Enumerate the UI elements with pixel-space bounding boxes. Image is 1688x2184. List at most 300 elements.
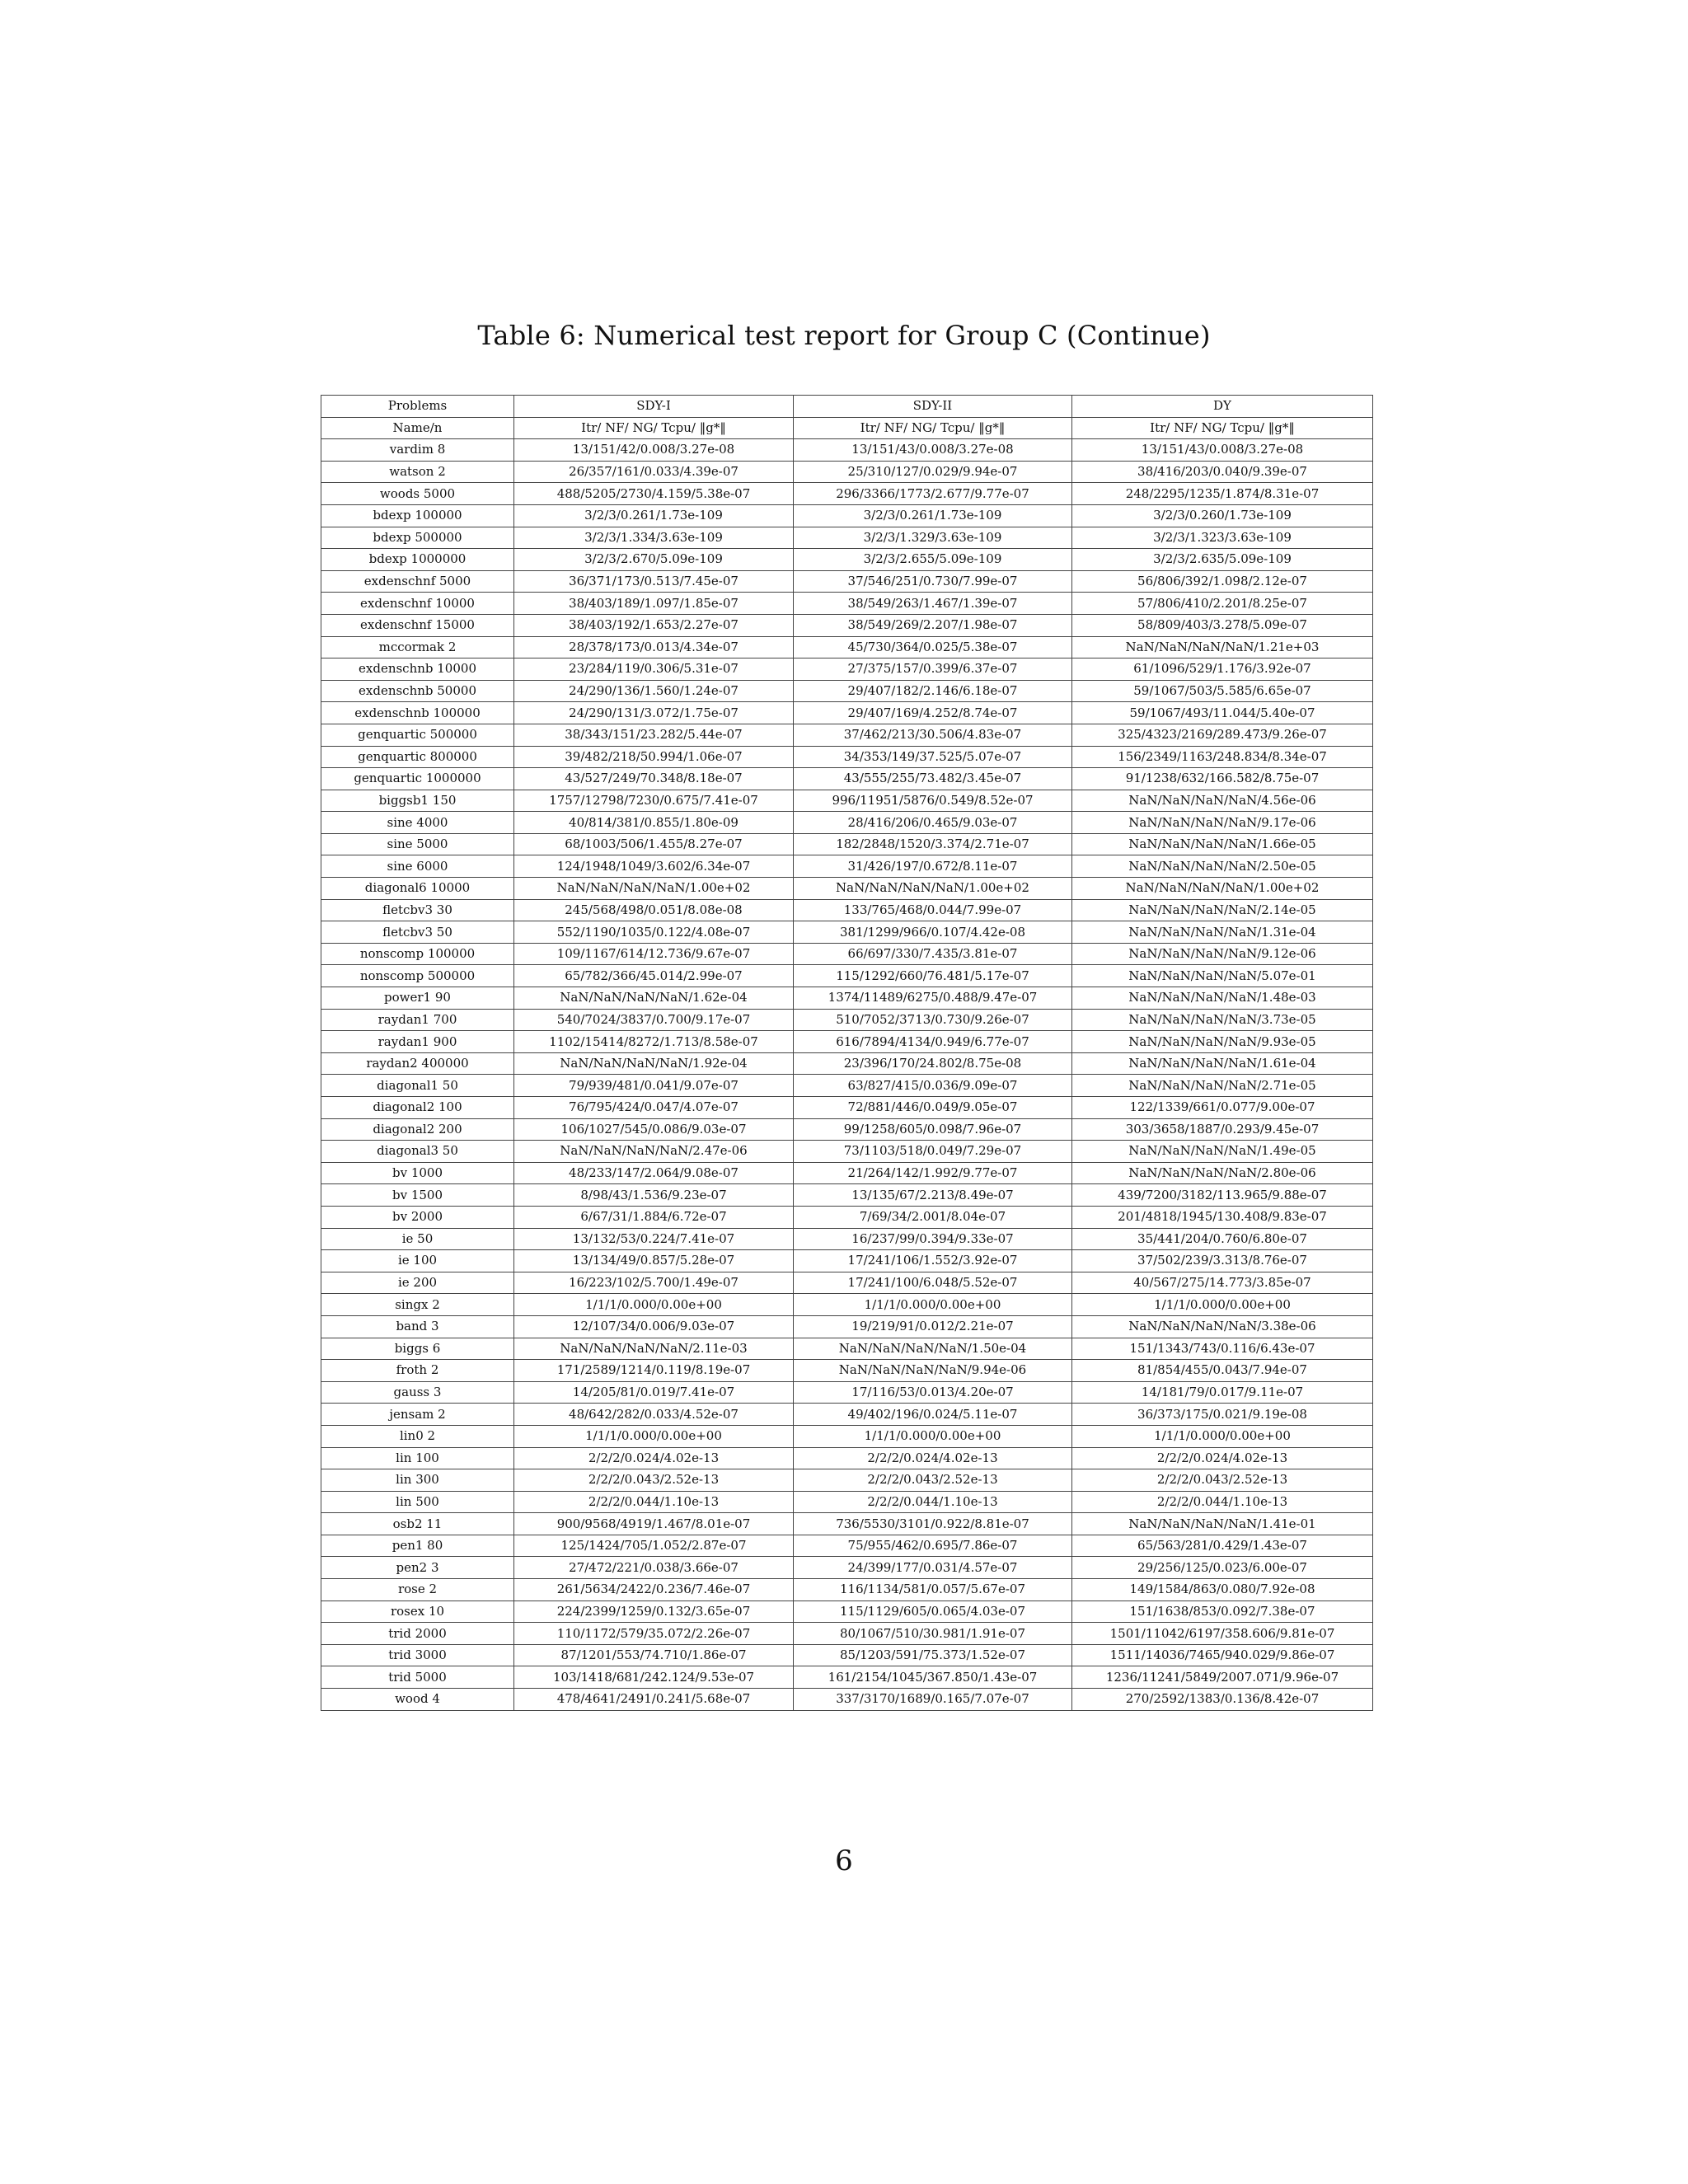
sdy-i-cell: 3/2/3/2.670/5.09e-109 — [514, 549, 794, 571]
dy-cell: 3/2/3/0.260/1.73e-109 — [1072, 504, 1373, 527]
table-row — [321, 593, 1373, 615]
dy-cell: 38/416/203/0.040/9.39e-07 — [1072, 461, 1373, 483]
problem-cell: pen1 80 — [321, 1535, 514, 1557]
problem-cell: exdenschnf 15000 — [321, 614, 514, 636]
sdy-ii-cell: 38/549/269/2.207/1.98e-07 — [794, 614, 1072, 636]
sdy-i-cell: 12/107/34/0.006/9.03e-07 — [514, 1315, 794, 1338]
dy-cell: NaN/NaN/NaN/NaN/1.66e-05 — [1072, 833, 1373, 855]
sdy-ii-cell: 7/69/34/2.001/8.04e-07 — [794, 1206, 1072, 1228]
sdy-ii-cell: 37/546/251/0.730/7.99e-07 — [794, 570, 1072, 593]
problem-cell: trid 5000 — [321, 1666, 514, 1689]
table-row — [321, 527, 1373, 549]
sdy-ii-cell: 38/549/263/1.467/1.39e-07 — [794, 593, 1072, 615]
sdy-ii-cell: 115/1129/605/0.065/4.03e-07 — [794, 1601, 1072, 1623]
dy-cell: 35/441/204/0.760/6.80e-07 — [1072, 1228, 1373, 1250]
sdy-i-cell: 87/1201/553/74.710/1.86e-07 — [514, 1644, 794, 1666]
problem-cell: diagonal3 50 — [321, 1141, 514, 1163]
dy-cell: 201/4818/1945/130.408/9.83e-07 — [1072, 1206, 1373, 1228]
problem-cell: nonscomp 100000 — [321, 943, 514, 965]
dy-cell: 248/2295/1235/1.874/8.31e-07 — [1072, 483, 1373, 505]
dy-cell: NaN/NaN/NaN/NaN/2.80e-06 — [1072, 1162, 1373, 1184]
problem-cell: diagonal2 200 — [321, 1118, 514, 1141]
dy-cell: 58/809/403/3.278/5.09e-07 — [1072, 614, 1373, 636]
sdy-i-cell: NaN/NaN/NaN/NaN/1.00e+02 — [514, 878, 794, 900]
dy-cell: 56/806/392/1.098/2.12e-07 — [1072, 570, 1373, 593]
sdy-ii-cell: 381/1299/966/0.107/4.42e-08 — [794, 921, 1072, 944]
table-row — [321, 1315, 1373, 1338]
problem-cell: fletcbv3 50 — [321, 921, 514, 944]
dy-cell: NaN/NaN/NaN/NaN/5.07e-01 — [1072, 965, 1373, 987]
sdy-ii-cell: 27/375/157/0.399/6.37e-07 — [794, 658, 1072, 681]
sdy-i-cell: 23/284/119/0.306/5.31e-07 — [514, 658, 794, 681]
sdy-ii-cell: 99/1258/605/0.098/7.96e-07 — [794, 1118, 1072, 1141]
table-row — [321, 570, 1373, 593]
table-row — [321, 921, 1373, 944]
sdy-ii-cell: 133/765/468/0.044/7.99e-07 — [794, 899, 1072, 921]
sdy-ii-cell: 19/219/91/0.012/2.21e-07 — [794, 1315, 1072, 1338]
header-row-methods — [321, 396, 1373, 418]
problem-cell: jensam 2 — [321, 1404, 514, 1426]
sdy-ii-cell: 23/396/170/24.802/8.75e-08 — [794, 1052, 1072, 1075]
sdy-i-cell: 125/1424/705/1.052/2.87e-07 — [514, 1535, 794, 1557]
table-row — [321, 768, 1373, 790]
sdy-i-cell: 245/568/498/0.051/8.08e-08 — [514, 899, 794, 921]
dy-cell: 2/2/2/0.024/4.02e-13 — [1072, 1447, 1373, 1469]
problem-cell: lin0 2 — [321, 1425, 514, 1447]
table-row — [321, 483, 1373, 505]
problem-cell: vardim 8 — [321, 439, 514, 462]
dy-cell: 59/1067/493/11.044/5.40e-07 — [1072, 702, 1373, 724]
problem-cell: sine 6000 — [321, 855, 514, 878]
sdy-i-cell: 24/290/136/1.560/1.24e-07 — [514, 680, 794, 702]
problem-cell: diagonal2 100 — [321, 1097, 514, 1119]
dy-cell: 13/151/43/0.008/3.27e-08 — [1072, 439, 1373, 462]
sdy-ii-cell: 13/135/67/2.213/8.49e-07 — [794, 1184, 1072, 1207]
table-row — [321, 1097, 1373, 1119]
table-row — [321, 724, 1373, 746]
sdy-ii-cell: 736/5530/3101/0.922/8.81e-07 — [794, 1513, 1072, 1535]
dy-cell: 3/2/3/1.323/3.63e-109 — [1072, 527, 1373, 549]
sdy-ii-cell: 29/407/169/4.252/8.74e-07 — [794, 702, 1072, 724]
sdy-ii-cell: 29/407/182/2.146/6.18e-07 — [794, 680, 1072, 702]
problem-cell: trid 3000 — [321, 1644, 514, 1666]
table-row — [321, 1601, 1373, 1623]
sdy-i-cell: 65/782/366/45.014/2.99e-07 — [514, 965, 794, 987]
problem-cell: nonscomp 500000 — [321, 965, 514, 987]
sdy-i-cell: 40/814/381/0.855/1.80e-09 — [514, 812, 794, 834]
table-row — [321, 1644, 1373, 1666]
table-row — [321, 1579, 1373, 1601]
dy-cell: 1/1/1/0.000/0.00e+00 — [1072, 1294, 1373, 1316]
problem-cell: woods 5000 — [321, 483, 514, 505]
table-row — [321, 1469, 1373, 1492]
problem-cell: bv 1500 — [321, 1184, 514, 1207]
problem-cell: genquartic 1000000 — [321, 768, 514, 790]
problem-cell: rosex 10 — [321, 1601, 514, 1623]
sdy-ii-cell: 72/881/446/0.049/9.05e-07 — [794, 1097, 1072, 1119]
sdy-ii-cell: 43/555/255/73.482/3.45e-07 — [794, 768, 1072, 790]
header-dy: DY — [1072, 396, 1373, 418]
dy-cell: NaN/NaN/NaN/NaN/1.49e-05 — [1072, 1141, 1373, 1163]
problem-cell: diagonal6 10000 — [321, 878, 514, 900]
dy-cell: 439/7200/3182/113.965/9.88e-07 — [1072, 1184, 1373, 1207]
table-row — [321, 1294, 1373, 1316]
dy-cell: 270/2592/1383/0.136/8.42e-07 — [1072, 1689, 1373, 1711]
table-row — [321, 1381, 1373, 1404]
table-row — [321, 680, 1373, 702]
dy-cell: 1236/11241/5849/2007.071/9.96e-07 — [1072, 1666, 1373, 1689]
dy-cell: 65/563/281/0.429/1.43e-07 — [1072, 1535, 1373, 1557]
sdy-ii-cell: 337/3170/1689/0.165/7.07e-07 — [794, 1689, 1072, 1711]
sdy-ii-cell: 1374/11489/6275/0.488/9.47e-07 — [794, 987, 1072, 1010]
dy-cell: NaN/NaN/NaN/NaN/1.00e+02 — [1072, 878, 1373, 900]
table-row — [321, 1031, 1373, 1053]
dy-cell: 29/256/125/0.023/6.00e-07 — [1072, 1557, 1373, 1579]
sdy-i-cell: 48/233/147/2.064/9.08e-07 — [514, 1162, 794, 1184]
sdy-i-cell: NaN/NaN/NaN/NaN/2.47e-06 — [514, 1141, 794, 1163]
sdy-i-cell: 2/2/2/0.024/4.02e-13 — [514, 1447, 794, 1469]
problem-cell: exdenschnb 100000 — [321, 702, 514, 724]
sdy-i-cell: 13/151/42/0.008/3.27e-08 — [514, 439, 794, 462]
table-row — [321, 1535, 1373, 1557]
table-row — [321, 439, 1373, 462]
dy-cell: 14/181/79/0.017/9.11e-07 — [1072, 1381, 1373, 1404]
problem-cell: diagonal1 50 — [321, 1075, 514, 1097]
dy-cell: 156/2349/1163/248.834/8.34e-07 — [1072, 746, 1373, 768]
table-body — [321, 439, 1373, 1710]
sdy-ii-cell: 2/2/2/0.044/1.10e-13 — [794, 1491, 1072, 1513]
sdy-ii-cell: 66/697/330/7.435/3.81e-07 — [794, 943, 1072, 965]
dy-cell: 1501/11042/6197/358.606/9.81e-07 — [1072, 1623, 1373, 1645]
problem-cell: ie 50 — [321, 1228, 514, 1250]
problem-cell: raydan1 700 — [321, 1009, 514, 1031]
table-row — [321, 1360, 1373, 1382]
sdy-i-cell: 109/1167/614/12.736/9.67e-07 — [514, 943, 794, 965]
dy-cell: NaN/NaN/NaN/NaN/4.56e-06 — [1072, 790, 1373, 812]
table-row — [321, 1623, 1373, 1645]
problem-cell: biggsb1 150 — [321, 790, 514, 812]
sdy-i-cell: 68/1003/506/1.455/8.27e-07 — [514, 833, 794, 855]
dy-cell: NaN/NaN/NaN/NaN/1.31e-04 — [1072, 921, 1373, 944]
sdy-ii-cell: 17/241/106/1.552/3.92e-07 — [794, 1250, 1072, 1272]
sdy-i-cell: 13/132/53/0.224/7.41e-07 — [514, 1228, 794, 1250]
sdy-ii-cell: 3/2/3/1.329/3.63e-109 — [794, 527, 1072, 549]
dy-cell: 151/1638/853/0.092/7.38e-07 — [1072, 1601, 1373, 1623]
sdy-ii-cell: 24/399/177/0.031/4.57e-07 — [794, 1557, 1072, 1579]
header-sdy-i: SDY-I — [514, 396, 794, 418]
sdy-ii-cell: 37/462/213/30.506/4.83e-07 — [794, 724, 1072, 746]
table-row — [321, 549, 1373, 571]
problem-cell: ie 200 — [321, 1272, 514, 1294]
sdy-i-cell: NaN/NaN/NaN/NaN/1.62e-04 — [514, 987, 794, 1010]
sdy-ii-cell: 616/7894/4134/0.949/6.77e-07 — [794, 1031, 1072, 1053]
sdy-i-cell: 224/2399/1259/0.132/3.65e-07 — [514, 1601, 794, 1623]
problem-cell: froth 2 — [321, 1360, 514, 1382]
sdy-ii-cell: 34/353/149/37.525/5.07e-07 — [794, 746, 1072, 768]
table-row — [321, 965, 1373, 987]
sdy-i-cell: 3/2/3/1.334/3.63e-109 — [514, 527, 794, 549]
header-sdy-ii: SDY-II — [794, 396, 1072, 418]
dy-cell: NaN/NaN/NaN/NaN/1.61e-04 — [1072, 1052, 1373, 1075]
sdy-i-cell: 552/1190/1035/0.122/4.08e-07 — [514, 921, 794, 944]
sdy-i-cell: 38/343/151/23.282/5.44e-07 — [514, 724, 794, 746]
dy-cell: NaN/NaN/NaN/NaN/2.71e-05 — [1072, 1075, 1373, 1097]
table-row — [321, 1250, 1373, 1272]
sdy-ii-cell: 25/310/127/0.029/9.94e-07 — [794, 461, 1072, 483]
table-row — [321, 1009, 1373, 1031]
dy-cell: 37/502/239/3.313/8.76e-07 — [1072, 1250, 1373, 1272]
sdy-i-cell: 8/98/43/1.536/9.23e-07 — [514, 1184, 794, 1207]
problem-cell: exdenschnb 10000 — [321, 658, 514, 681]
table-row — [321, 812, 1373, 834]
problem-cell: gauss 3 — [321, 1381, 514, 1404]
dy-cell: 149/1584/863/0.080/7.92e-08 — [1072, 1579, 1373, 1601]
dy-cell: 40/567/275/14.773/3.85e-07 — [1072, 1272, 1373, 1294]
sdy-ii-cell: 17/116/53/0.013/4.20e-07 — [794, 1381, 1072, 1404]
sdy-i-cell: NaN/NaN/NaN/NaN/1.92e-04 — [514, 1052, 794, 1075]
table-row — [321, 1228, 1373, 1250]
table-row — [321, 899, 1373, 921]
dy-cell: 36/373/175/0.021/9.19e-08 — [1072, 1404, 1373, 1426]
sdy-ii-cell: 996/11951/5876/0.549/8.52e-07 — [794, 790, 1072, 812]
sdy-ii-cell: 73/1103/518/0.049/7.29e-07 — [794, 1141, 1072, 1163]
sdy-i-cell: 124/1948/1049/3.602/6.34e-07 — [514, 855, 794, 878]
sdy-ii-cell: 13/151/43/0.008/3.27e-08 — [794, 439, 1072, 462]
dy-cell: NaN/NaN/NaN/NaN/1.21e+03 — [1072, 636, 1373, 658]
problem-cell: wood 4 — [321, 1689, 514, 1711]
dy-cell: 59/1067/503/5.585/6.65e-07 — [1072, 680, 1373, 702]
sdy-i-cell: 38/403/189/1.097/1.85e-07 — [514, 593, 794, 615]
problem-cell: ie 100 — [321, 1250, 514, 1272]
dy-cell: 151/1343/743/0.116/6.43e-07 — [1072, 1338, 1373, 1360]
sdy-i-cell: 540/7024/3837/0.700/9.17e-07 — [514, 1009, 794, 1031]
table-row — [321, 1513, 1373, 1535]
sdy-i-cell: 6/67/31/1.884/6.72e-07 — [514, 1206, 794, 1228]
table-row — [321, 1491, 1373, 1513]
dy-cell: 2/2/2/0.044/1.10e-13 — [1072, 1491, 1373, 1513]
table-row — [321, 1141, 1373, 1163]
header-problems: Problems — [321, 396, 514, 418]
dy-cell: NaN/NaN/NaN/NaN/3.38e-06 — [1072, 1315, 1373, 1338]
table-row — [321, 461, 1373, 483]
dy-cell: NaN/NaN/NaN/NaN/9.17e-06 — [1072, 812, 1373, 834]
sdy-ii-cell: 63/827/415/0.036/9.09e-07 — [794, 1075, 1072, 1097]
table-header — [321, 396, 1373, 439]
sdy-i-cell: 2/2/2/0.044/1.10e-13 — [514, 1491, 794, 1513]
sdy-i-cell: 106/1027/545/0.086/9.03e-07 — [514, 1118, 794, 1141]
dy-cell: NaN/NaN/NaN/NaN/9.12e-06 — [1072, 943, 1373, 965]
header-name-n: Name/n — [321, 417, 514, 439]
sdy-ii-cell: 45/730/364/0.025/5.38e-07 — [794, 636, 1072, 658]
problem-cell: bv 2000 — [321, 1206, 514, 1228]
problem-cell: biggs 6 — [321, 1338, 514, 1360]
sdy-i-cell: 76/795/424/0.047/4.07e-07 — [514, 1097, 794, 1119]
sdy-i-cell: 16/223/102/5.700/1.49e-07 — [514, 1272, 794, 1294]
dy-cell: 91/1238/632/166.582/8.75e-07 — [1072, 768, 1373, 790]
sdy-ii-cell: 1/1/1/0.000/0.00e+00 — [794, 1425, 1072, 1447]
problem-cell: rose 2 — [321, 1579, 514, 1601]
header-metrics-sdy-i: Itr/ NF/ NG/ Tcpu/ ‖g*‖ — [514, 417, 794, 439]
table-caption: Table 6: Numerical test report for Group C (Continue) — [477, 320, 1211, 351]
sdy-i-cell: 110/1172/579/35.072/2.26e-07 — [514, 1623, 794, 1645]
problem-cell: bdexp 100000 — [321, 504, 514, 527]
sdy-ii-cell: NaN/NaN/NaN/NaN/9.94e-06 — [794, 1360, 1072, 1382]
sdy-ii-cell: 3/2/3/2.655/5.09e-109 — [794, 549, 1072, 571]
problem-cell: raydan2 400000 — [321, 1052, 514, 1075]
table-row — [321, 1162, 1373, 1184]
sdy-i-cell: 14/205/81/0.019/7.41e-07 — [514, 1381, 794, 1404]
sdy-i-cell: 478/4641/2491/0.241/5.68e-07 — [514, 1689, 794, 1711]
sdy-i-cell: 261/5634/2422/0.236/7.46e-07 — [514, 1579, 794, 1601]
table-row — [321, 1118, 1373, 1141]
sdy-ii-cell: 28/416/206/0.465/9.03e-07 — [794, 812, 1072, 834]
problem-cell: genquartic 500000 — [321, 724, 514, 746]
sdy-ii-cell: 80/1067/510/30.981/1.91e-07 — [794, 1623, 1072, 1645]
problem-cell: lin 300 — [321, 1469, 514, 1492]
table-row — [321, 1206, 1373, 1228]
problem-cell: exdenschnb 50000 — [321, 680, 514, 702]
dy-cell: 1/1/1/0.000/0.00e+00 — [1072, 1425, 1373, 1447]
sdy-i-cell: 1/1/1/0.000/0.00e+00 — [514, 1294, 794, 1316]
problem-cell: sine 4000 — [321, 812, 514, 834]
header-metrics-sdy-ii: Itr/ NF/ NG/ Tcpu/ ‖g*‖ — [794, 417, 1072, 439]
dy-cell: 122/1339/661/0.077/9.00e-07 — [1072, 1097, 1373, 1119]
sdy-i-cell: 43/527/249/70.348/8.18e-07 — [514, 768, 794, 790]
problem-cell: sine 5000 — [321, 833, 514, 855]
table-row — [321, 1447, 1373, 1469]
dy-cell: NaN/NaN/NaN/NaN/3.73e-05 — [1072, 1009, 1373, 1031]
sdy-ii-cell: NaN/NaN/NaN/NaN/1.50e-04 — [794, 1338, 1072, 1360]
sdy-i-cell: 26/357/161/0.033/4.39e-07 — [514, 461, 794, 483]
table-row — [321, 1184, 1373, 1207]
problem-cell: watson 2 — [321, 461, 514, 483]
problem-cell: exdenschnf 10000 — [321, 593, 514, 615]
table-row — [321, 746, 1373, 768]
table-row — [321, 614, 1373, 636]
sdy-i-cell: 2/2/2/0.043/2.52e-13 — [514, 1469, 794, 1492]
sdy-i-cell: 3/2/3/0.261/1.73e-109 — [514, 504, 794, 527]
sdy-i-cell: 48/642/282/0.033/4.52e-07 — [514, 1404, 794, 1426]
numerical-test-table — [321, 395, 1373, 1711]
dy-cell: NaN/NaN/NaN/NaN/2.50e-05 — [1072, 855, 1373, 878]
sdy-ii-cell: 296/3366/1773/2.677/9.77e-07 — [794, 483, 1072, 505]
table-row — [321, 878, 1373, 900]
sdy-i-cell: 1757/12798/7230/0.675/7.41e-07 — [514, 790, 794, 812]
sdy-i-cell: 36/371/173/0.513/7.45e-07 — [514, 570, 794, 593]
sdy-ii-cell: 116/1134/581/0.057/5.67e-07 — [794, 1579, 1072, 1601]
problem-cell: lin 100 — [321, 1447, 514, 1469]
sdy-i-cell: 27/472/221/0.038/3.66e-07 — [514, 1557, 794, 1579]
sdy-i-cell: 13/134/49/0.857/5.28e-07 — [514, 1250, 794, 1272]
table-row — [321, 833, 1373, 855]
sdy-i-cell: 171/2589/1214/0.119/8.19e-07 — [514, 1360, 794, 1382]
sdy-i-cell: 900/9568/4919/1.467/8.01e-07 — [514, 1513, 794, 1535]
sdy-ii-cell: 16/237/99/0.394/9.33e-07 — [794, 1228, 1072, 1250]
problem-cell: fletcbv3 30 — [321, 899, 514, 921]
dy-cell: 2/2/2/0.043/2.52e-13 — [1072, 1469, 1373, 1492]
table-row — [321, 1338, 1373, 1360]
problem-cell: pen2 3 — [321, 1557, 514, 1579]
dy-cell: 1511/14036/7465/940.029/9.86e-07 — [1072, 1644, 1373, 1666]
table-row — [321, 790, 1373, 812]
sdy-ii-cell: 1/1/1/0.000/0.00e+00 — [794, 1294, 1072, 1316]
header-row-metrics — [321, 417, 1373, 439]
table-row — [321, 1689, 1373, 1711]
sdy-ii-cell: 17/241/100/6.048/5.52e-07 — [794, 1272, 1072, 1294]
sdy-ii-cell: 115/1292/660/76.481/5.17e-07 — [794, 965, 1072, 987]
table-row — [321, 1425, 1373, 1447]
dy-cell: NaN/NaN/NaN/NaN/9.93e-05 — [1072, 1031, 1373, 1053]
problem-cell: osb2 11 — [321, 1513, 514, 1535]
problem-cell: raydan1 900 — [321, 1031, 514, 1053]
sdy-ii-cell: 2/2/2/0.024/4.02e-13 — [794, 1447, 1072, 1469]
table-row — [321, 636, 1373, 658]
table-row — [321, 1557, 1373, 1579]
problem-cell: bdexp 1000000 — [321, 549, 514, 571]
table-row — [321, 702, 1373, 724]
table-row — [321, 1272, 1373, 1294]
sdy-ii-cell: 510/7052/3713/0.730/9.26e-07 — [794, 1009, 1072, 1031]
table-row — [321, 658, 1373, 681]
sdy-i-cell: 28/378/173/0.013/4.34e-07 — [514, 636, 794, 658]
dy-cell: 81/854/455/0.043/7.94e-07 — [1072, 1360, 1373, 1382]
problem-cell: lin 500 — [321, 1491, 514, 1513]
problem-cell: trid 2000 — [321, 1623, 514, 1645]
table-row — [321, 943, 1373, 965]
sdy-ii-cell: 31/426/197/0.672/8.11e-07 — [794, 855, 1072, 878]
page-number: 6 — [835, 1844, 853, 1877]
sdy-i-cell: 488/5205/2730/4.159/5.38e-07 — [514, 483, 794, 505]
table-row — [321, 1404, 1373, 1426]
dy-cell: 57/806/410/2.201/8.25e-07 — [1072, 593, 1373, 615]
problem-cell: genquartic 800000 — [321, 746, 514, 768]
table-row — [321, 504, 1373, 527]
table-row — [321, 855, 1373, 878]
table-row — [321, 1075, 1373, 1097]
dy-cell: NaN/NaN/NaN/NaN/1.48e-03 — [1072, 987, 1373, 1010]
table-row — [321, 1052, 1373, 1075]
dy-cell: 3/2/3/2.635/5.09e-109 — [1072, 549, 1373, 571]
sdy-ii-cell: 182/2848/1520/3.374/2.71e-07 — [794, 833, 1072, 855]
table-row — [321, 1666, 1373, 1689]
sdy-ii-cell: 21/264/142/1.992/9.77e-07 — [794, 1162, 1072, 1184]
dy-cell: 303/3658/1887/0.293/9.45e-07 — [1072, 1118, 1373, 1141]
sdy-ii-cell: NaN/NaN/NaN/NaN/1.00e+02 — [794, 878, 1072, 900]
sdy-i-cell: 39/482/218/50.994/1.06e-07 — [514, 746, 794, 768]
sdy-ii-cell: 49/402/196/0.024/5.11e-07 — [794, 1404, 1072, 1426]
problem-cell: band 3 — [321, 1315, 514, 1338]
header-metrics-dy: Itr/ NF/ NG/ Tcpu/ ‖g*‖ — [1072, 417, 1373, 439]
problem-cell: exdenschnf 5000 — [321, 570, 514, 593]
sdy-ii-cell: 2/2/2/0.043/2.52e-13 — [794, 1469, 1072, 1492]
sdy-i-cell: 103/1418/681/242.124/9.53e-07 — [514, 1666, 794, 1689]
dy-cell: 325/4323/2169/289.473/9.26e-07 — [1072, 724, 1373, 746]
sdy-ii-cell: 3/2/3/0.261/1.73e-109 — [794, 504, 1072, 527]
sdy-ii-cell: 85/1203/591/75.373/1.52e-07 — [794, 1644, 1072, 1666]
sdy-i-cell: 38/403/192/1.653/2.27e-07 — [514, 614, 794, 636]
problem-cell: singx 2 — [321, 1294, 514, 1316]
sdy-i-cell: NaN/NaN/NaN/NaN/2.11e-03 — [514, 1338, 794, 1360]
problem-cell: power1 90 — [321, 987, 514, 1010]
dy-cell: NaN/NaN/NaN/NaN/2.14e-05 — [1072, 899, 1373, 921]
dy-cell: NaN/NaN/NaN/NaN/1.41e-01 — [1072, 1513, 1373, 1535]
table-row — [321, 987, 1373, 1010]
sdy-i-cell: 79/939/481/0.041/9.07e-07 — [514, 1075, 794, 1097]
dy-cell: 61/1096/529/1.176/3.92e-07 — [1072, 658, 1373, 681]
sdy-ii-cell: 161/2154/1045/367.850/1.43e-07 — [794, 1666, 1072, 1689]
problem-cell: bdexp 500000 — [321, 527, 514, 549]
sdy-i-cell: 24/290/131/3.072/1.75e-07 — [514, 702, 794, 724]
